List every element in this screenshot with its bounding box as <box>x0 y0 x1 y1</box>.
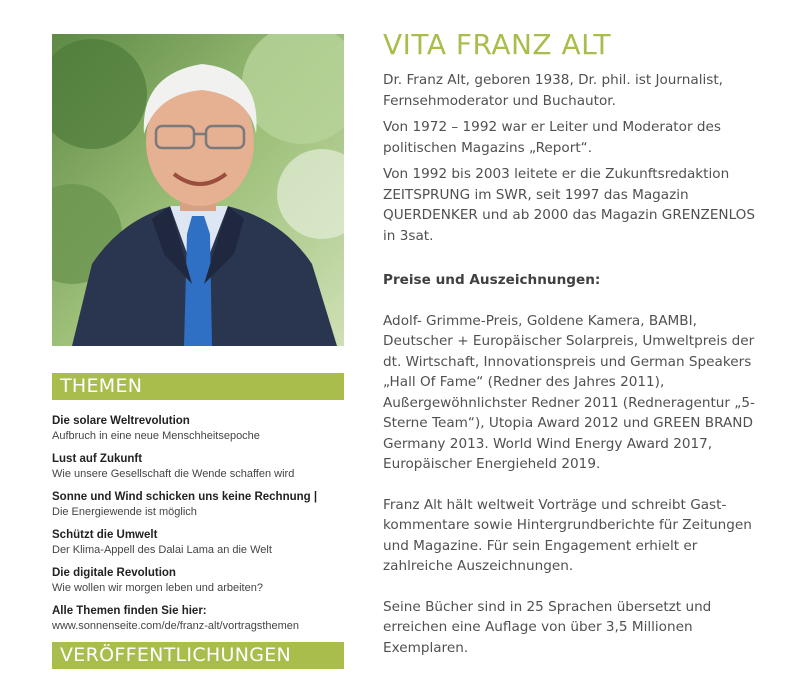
veroeffentlichungen-heading: VERÖFFENTLICHUNGEN <box>52 642 344 669</box>
vita-paragraph-books: Seine Bücher sind in 25 Sprachen übersetzt und erreichen eine Auflage von über 3,5 Millionen Exemplaren. <box>383 598 712 656</box>
topic-title: Sonne und Wind schicken uns keine Rechnung | <box>52 491 318 503</box>
topic-title: Die digitale Revolution <box>52 567 176 579</box>
vita-paragraph-report: Von 1972 – 1992 war er Leiter und Moderator des politischen Magazins „Report“. <box>383 119 721 156</box>
list-item <box>52 414 352 443</box>
awards-heading: Preise und Auszeichnungen: <box>383 272 601 288</box>
list-item <box>52 566 352 595</box>
vita-paragraph-career: Von 1992 bis 2003 leitete er die Zukunftsredaktion ZEITSPRUNG im SWR, seit 1997 das Magazin QUERDENKER und ab 2000 das Magazin GRENZENLOS in 3sat. <box>383 166 756 244</box>
vita-paragraph-lectures: Franz Alt hält weltweit Vorträge und schreibt Gastkommentare sowie Hintergrundberichte für Zeitungen und Magazine. Für sein Engagement erhielt er zahlreiche Auszeichnungen. <box>383 496 752 574</box>
awards-paragraph: Adolf- Grimme-Preis, Goldene Kamera, BAMBI, Deutscher + Europäischer Solarpreis, Umweltpreis der dt. Wirtschaft, Innovationspreis und German Speakers „Hall Of Fame“ (Redner des Jahres 2011), Außergewöhnlichster Redner 2011 (Rednеragentur „5-Sterne Team“), Utopia Award 2012 und GREEN BRAND Germany 2013. World Wind Energy Award 2017, Europäischer Energieheld 2019. <box>383 312 755 472</box>
topic-subtitle: Die Energiewende ist möglich <box>52 506 197 518</box>
vita-paragraph-intro: Dr. Franz Alt, geboren 1938, Dr. phil. ist Journalist, Fernsehmoderator und Buchautor. <box>383 72 724 109</box>
list-item <box>52 528 352 557</box>
list-item <box>52 452 352 481</box>
portrait-photo <box>52 34 344 346</box>
topic-title: Lust auf Zukunft <box>52 453 143 465</box>
topic-subtitle: Aufbruch in eine neue Menschheitsepoche <box>52 430 260 442</box>
portrait-image <box>52 34 344 346</box>
topic-title: Die solare Weltrevolution <box>52 415 190 427</box>
vita-section <box>383 26 763 664</box>
topic-subtitle: Wie wollen wir morgen leben und arbeiten? <box>52 582 263 594</box>
list-item <box>52 490 352 519</box>
page-title: VITA FRANZ ALT <box>383 28 612 61</box>
topic-title: Alle Themen finden Sie hier: <box>52 605 207 617</box>
topic-title: Schützt die Umwelt <box>52 529 158 541</box>
list-item <box>52 604 352 633</box>
topic-subtitle: Wie unsere Gesellschaft die Wende schaffen wird <box>52 468 295 480</box>
themen-heading: THEMEN <box>52 373 344 400</box>
topics-list <box>52 414 352 642</box>
topic-subtitle: Der Klima-Appell des Dalai Lama an die Welt <box>52 544 272 556</box>
themen-link[interactable]: www.sonnenseite.com/de/franz-alt/vortragsthemen <box>52 620 300 632</box>
